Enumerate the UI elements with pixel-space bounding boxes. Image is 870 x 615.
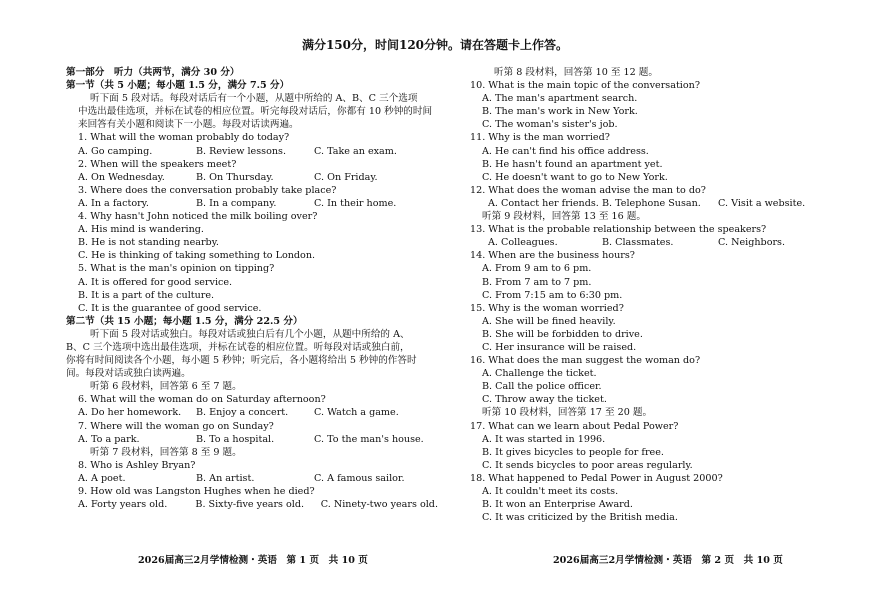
- option: B. He is not standing nearby.: [78, 237, 219, 249]
- option: B. Sixty-five years old.: [195, 499, 305, 511]
- options-row: [66, 472, 438, 485]
- option: A. A poet.: [78, 472, 126, 484]
- option: B. Classmates.: [602, 237, 674, 249]
- option: B. On Thursday.: [196, 171, 274, 183]
- material-note: 听第 8 段材料，回答第 10 至 12 题。: [494, 67, 658, 78]
- option: C. Her insurance will be raised.: [482, 341, 637, 353]
- option: B. Telephone Susan.: [602, 197, 701, 209]
- options-row: [66, 406, 438, 419]
- question: 9. How old was Langston Hughes when he died?: [78, 486, 315, 497]
- option: C. In their home.: [314, 197, 397, 209]
- question: 12. What does the woman advise the man to do?: [470, 184, 706, 196]
- page-footer-left: 2026届高三2月学情检测・英语 第 1 页 共 10 页: [138, 555, 368, 566]
- left-column: [66, 66, 438, 511]
- option: A. In a factory.: [78, 197, 149, 209]
- option: B. It is a part of the culture.: [78, 289, 215, 301]
- option: A. Challenge the ticket.: [482, 368, 597, 380]
- section1-title: 第一节（共 5 小题；每小题 1.5 分，满分 7.5 分）: [66, 80, 290, 92]
- option: A. He can't find his office address.: [482, 145, 649, 157]
- material-note: 听第 6 段材料，回答第 6 至 7 题。: [90, 381, 242, 393]
- section2-instructions: 听下面 5 段对话或独白。每段对话或独白后有几个小题，从题中所给的 A、: [90, 328, 410, 340]
- question: 15. Why is the woman worried?: [470, 302, 624, 314]
- option: A. Go camping.: [78, 145, 153, 157]
- page-footer-right: 2026届高三2月学情检测・英语 第 2 页 共 10 页: [553, 555, 783, 566]
- question: 4. Why hasn't John noticed the milk boiling over?: [78, 211, 318, 223]
- option: C. Watch a game.: [314, 407, 399, 419]
- options-row: [66, 433, 438, 446]
- options-row: [66, 171, 438, 184]
- option: A. Forty years old.: [78, 499, 168, 511]
- section1-instructions: 听下面 5 段对话。每段对话后有一个小题，从题中所给的 A、B、C 三个选项: [90, 93, 418, 105]
- option: A. It couldn't meet its costs.: [482, 486, 619, 497]
- question: 14. When are the business hours?: [470, 250, 635, 262]
- option: B. In a company.: [196, 197, 277, 209]
- option: C. From 7:15 am to 6:30 pm.: [482, 289, 623, 301]
- option: A. It was started in 1996.: [482, 433, 606, 445]
- option: B. From 7 am to 7 pm.: [482, 276, 592, 288]
- question: 2. When will the speakers meet?: [78, 158, 237, 170]
- option: C. It was criticized by the British media.: [482, 512, 678, 524]
- option: C. Throw away the ticket.: [482, 394, 607, 406]
- option: B. The man's work in New York.: [482, 106, 638, 118]
- question: 18. What happened to Pedal Power in August 2000?: [470, 472, 723, 484]
- question: 6. What will the woman do on Saturday afternoon?: [78, 394, 326, 406]
- option: C. The woman's sister's job.: [482, 119, 618, 131]
- option: B. Call the police officer.: [482, 381, 602, 393]
- option: C. Neighbors.: [718, 237, 786, 249]
- options-row: [66, 197, 438, 210]
- option: B. She will be forbidden to drive.: [482, 328, 643, 340]
- option: C. It sends bicycles to poor areas regularly.: [482, 459, 693, 471]
- option: A. The man's apartment search.: [482, 93, 638, 105]
- options-row: [66, 498, 438, 511]
- option: C. On Friday.: [314, 171, 378, 183]
- material-note: 听第 9 段材料，回答第 13 至 16 题。: [482, 211, 646, 223]
- question: 10. What is the main topic of the conversation?: [470, 80, 700, 92]
- option: C. Take an exam.: [314, 145, 397, 157]
- option: A. She will be fined heavily.: [482, 315, 616, 327]
- section1-instructions: 来回答有关小题和阅读下一小题。每段对话读两遍。: [78, 119, 299, 131]
- option: B. Enjoy a concert.: [196, 407, 289, 419]
- option: C. It is the guarantee of good service.: [78, 302, 262, 314]
- option: B. An artist.: [196, 472, 255, 484]
- option: B. He hasn't found an apartment yet.: [482, 158, 663, 170]
- options-row: [66, 145, 438, 158]
- question: 3. Where does the conversation probably take place?: [78, 184, 337, 196]
- question: 11. Why is the man worried?: [470, 132, 610, 144]
- option: A. Contact her friends.: [488, 197, 599, 209]
- option: A. Do her homework.: [78, 407, 182, 419]
- question: 1. What will the woman probably do today?: [78, 132, 290, 144]
- question: 17. What can we learn about Pedal Power?: [470, 420, 679, 432]
- question: 13. What is the probable relationship between the speakers?: [470, 224, 767, 236]
- material-note: 听第 7 段材料，回答第 8 至 9 题。: [90, 446, 242, 458]
- material-note: 听第 10 段材料，回答第 17 至 20 题。: [482, 407, 653, 419]
- option: C. Visit a website.: [718, 197, 806, 209]
- option: C. Ninety-two years old.: [320, 499, 438, 511]
- section2-instructions: B、C 三个选项中选出最佳选项，并标在试卷的相应位置。听每段对话或独白前，: [66, 341, 410, 353]
- option: C. A famous sailor.: [314, 472, 405, 484]
- exam-header: 满分150分，时间120分钟。请在答题卡上作答。: [301, 38, 569, 52]
- option: A. His mind is wandering.: [78, 224, 204, 236]
- option: C. He is thinking of taking something to London.: [78, 250, 316, 262]
- question: 16. What does the man suggest the woman do?: [470, 355, 701, 367]
- question: 7. Where will the woman go on Sunday?: [78, 420, 274, 432]
- option: A. Colleagues.: [488, 237, 558, 249]
- section1-instructions: 中选出最佳选项，并标在试卷的相应位置。听完每段对话后，你都有 10 秒钟的时间: [78, 106, 433, 118]
- section2-title: 第二节（共 15 小题；每小题 1.5 分，满分 22.5 分）: [66, 315, 303, 327]
- option: A. On Wednesday.: [78, 171, 165, 183]
- section2-instructions: 间。每段对话或独白读两遍。: [66, 368, 191, 380]
- section2-instructions: 你将有时间阅读各个小题，每小题 5 秒钟；听完后，各小题将给出 5 秒钟的作答时: [66, 355, 417, 367]
- part1-title: 第一部分 听力（共两节，满分 30 分）: [66, 67, 240, 78]
- right-column: [470, 66, 815, 524]
- option: A. It is offered for good service.: [78, 276, 233, 288]
- option: B. It gives bicycles to people for free.: [482, 446, 664, 458]
- option: A. To a park.: [78, 433, 140, 445]
- option: C. He doesn't want to go to New York.: [482, 171, 668, 183]
- question: 5. What is the man's opinion on tipping?: [78, 263, 275, 275]
- option: A. From 9 am to 6 pm.: [482, 263, 592, 275]
- option: B. It won an Enterprise Award.: [482, 499, 633, 511]
- question: 8. Who is Ashley Bryan?: [78, 459, 196, 471]
- option: C. To the man's house.: [314, 433, 424, 445]
- options-row: [470, 197, 815, 210]
- options-row: [470, 236, 815, 249]
- option: B. Review lessons.: [196, 145, 286, 157]
- option: B. To a hospital.: [196, 433, 275, 445]
